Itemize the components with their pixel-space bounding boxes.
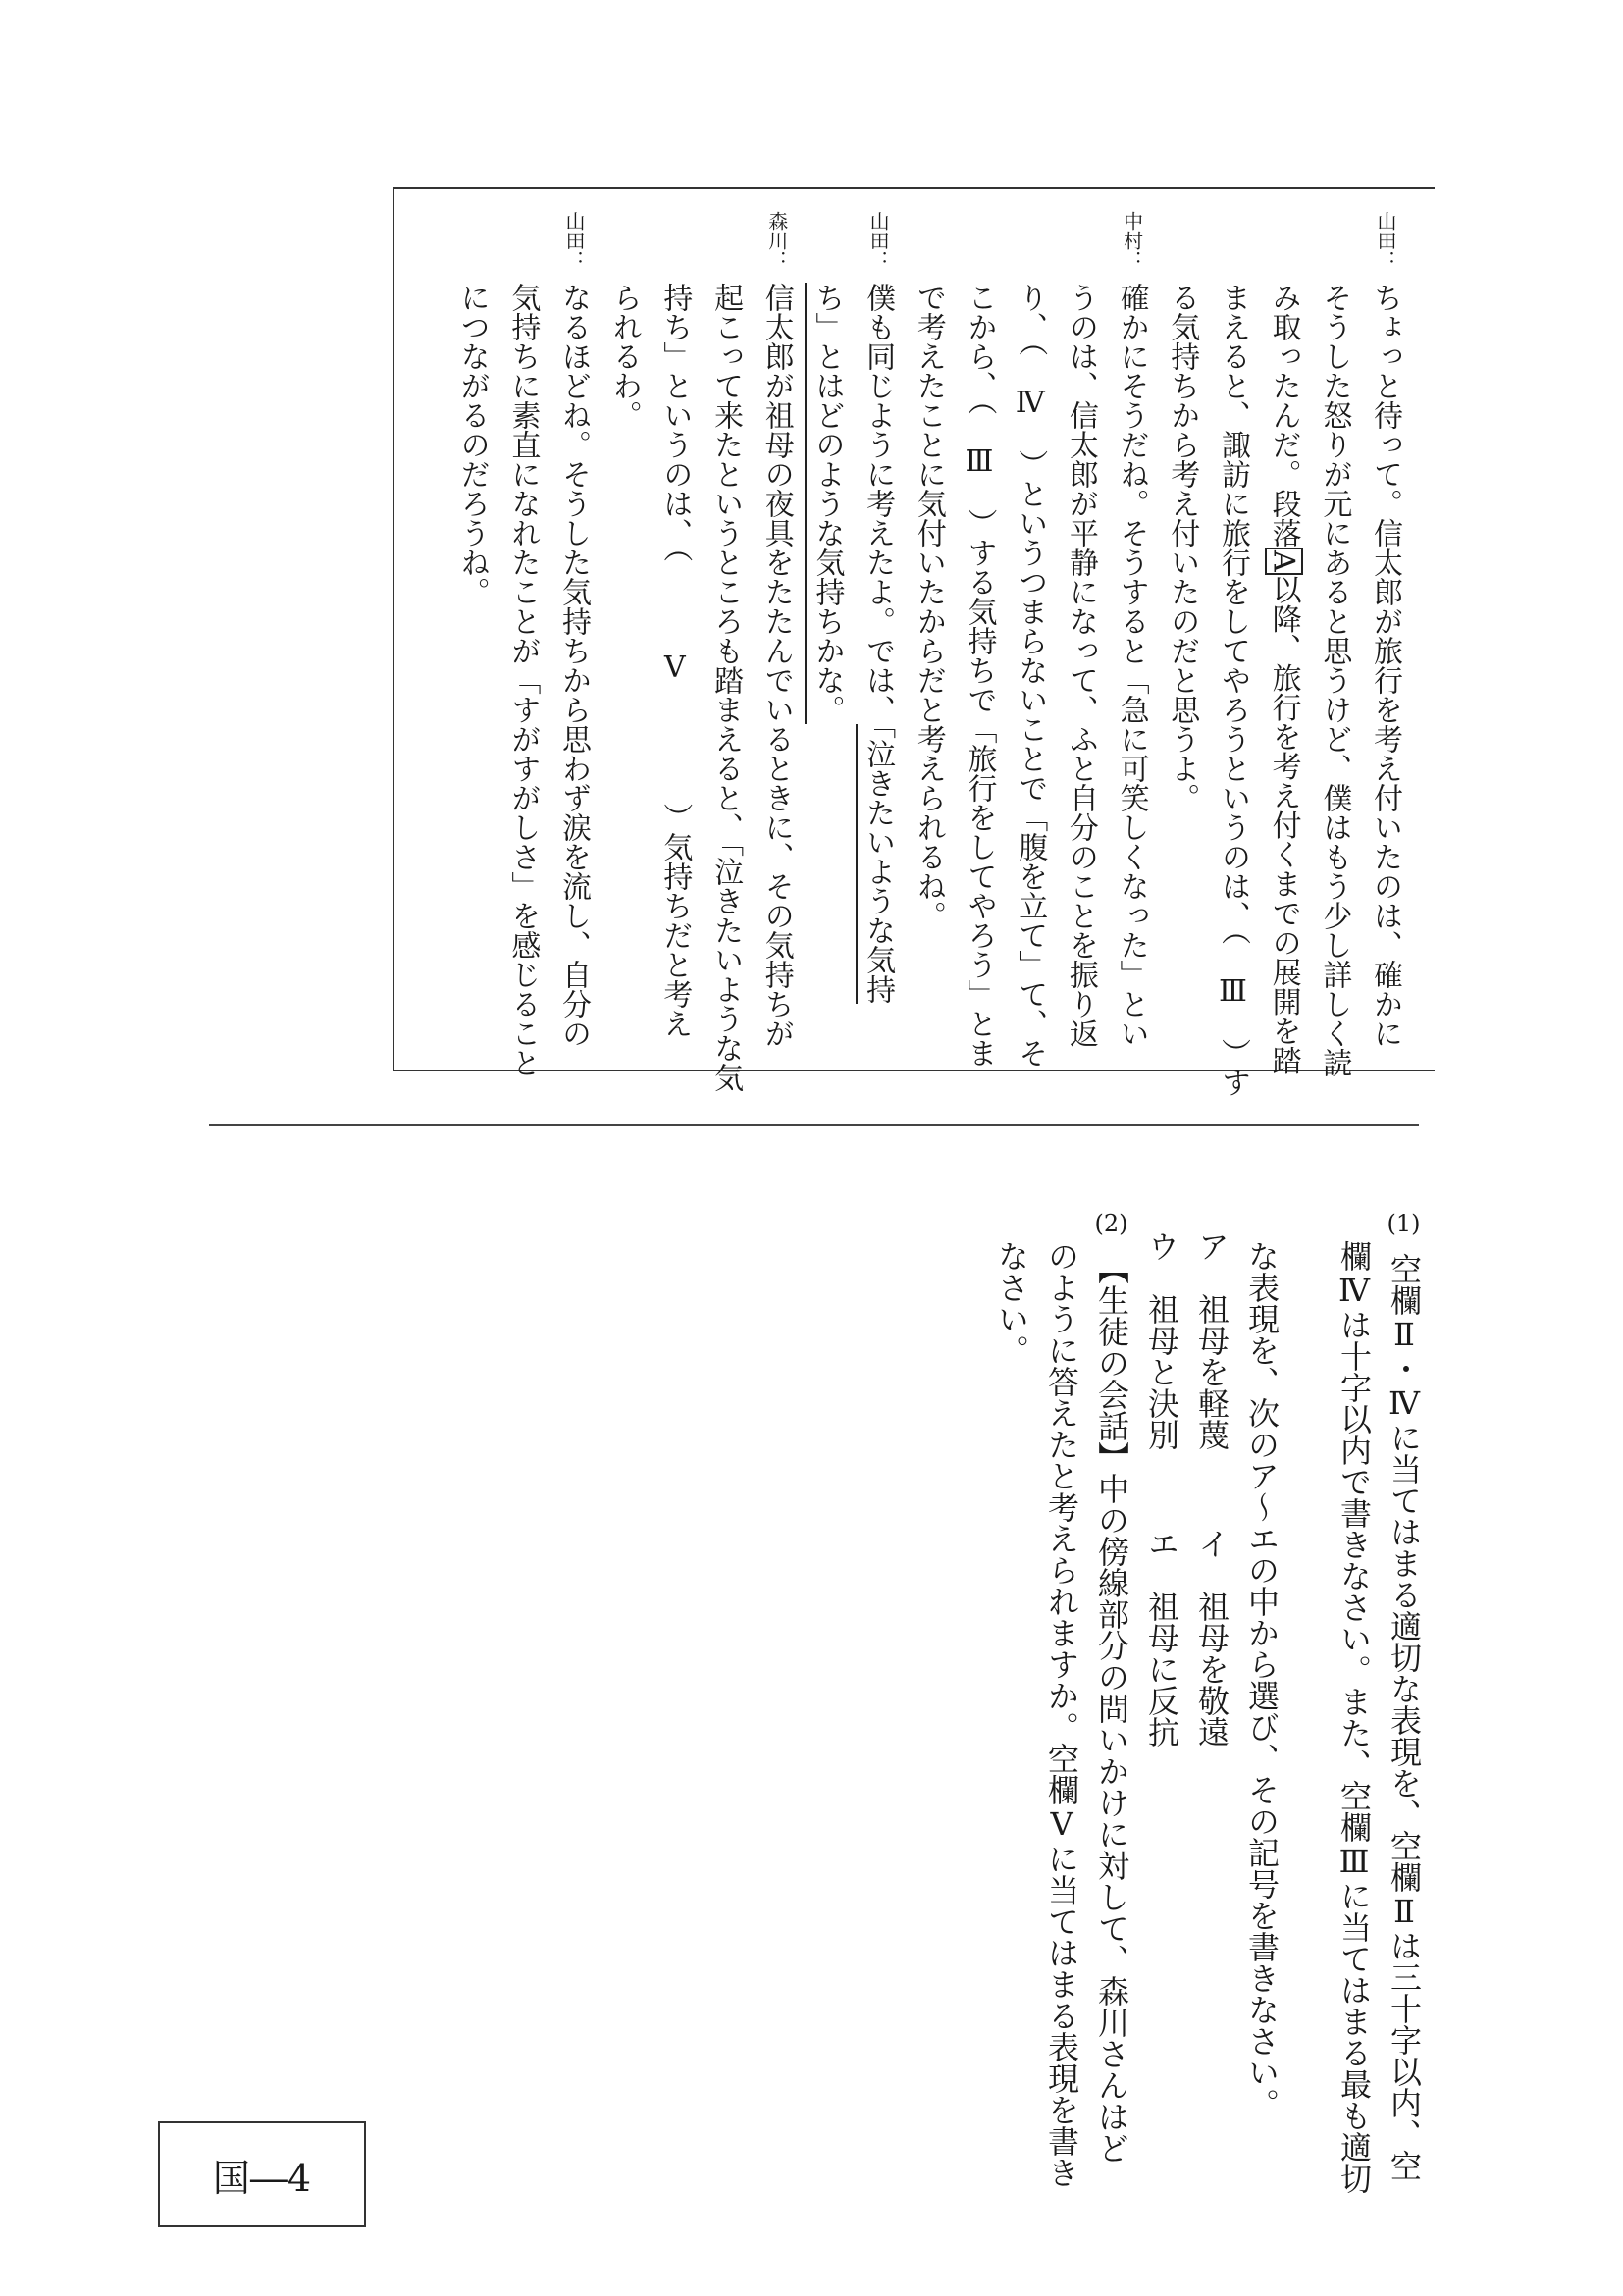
dialogue-line: [548, 211, 599, 1048]
speaker-name: 山田：: [562, 211, 586, 270]
dialogue-text: こから、（ Ⅲ ）する気持ちで「旅行をしてやろう」とま: [962, 283, 997, 1068]
spacer: [1143, 1559, 1180, 1591]
questions-section: [986, 1210, 1429, 2194]
dialogue-text: につながるのだろうね。: [454, 283, 490, 606]
choice-option: [1186, 1528, 1236, 1748]
choice-text: 祖母に反抗: [1143, 1591, 1180, 1748]
dialogue-line: [1106, 211, 1157, 1048]
choice-option: [1136, 1528, 1186, 1748]
question-line: [1379, 1210, 1429, 2194]
speaker-name: 山田：: [1374, 211, 1397, 270]
dialogue-line: [954, 211, 1005, 1068]
spacer: [1193, 1262, 1230, 1293]
sidelined-text: ち」とはどのような気持ちかな。: [805, 283, 844, 724]
question-text: 欄Ⅳは十字以内で書きなさい。また、空欄Ⅲに当てはまる最も適切: [1335, 1240, 1373, 2194]
sidelined-text: 「泣きたいような気持: [856, 724, 895, 1004]
dialogue-line: [1157, 211, 1208, 1045]
dialogue-text: そうした怒りが元にあると思うけど、僕はもう少し詳しく読: [1317, 283, 1352, 1077]
dialogue-text: 以降、旅行を考え付くまでの展開を踏: [1266, 574, 1301, 1075]
choice-option: [1186, 1230, 1236, 1450]
dialogue-text: られるわ。: [606, 283, 642, 430]
dialogue-line: [903, 211, 954, 1045]
dialogue-line: [446, 211, 497, 1045]
page-number: 国―4: [158, 2121, 366, 2227]
question-line: [1036, 1219, 1086, 2194]
question-number: (2): [1094, 1210, 1128, 1237]
dialogue-line: [497, 211, 549, 1077]
question-line: [1236, 1219, 1286, 2194]
dialogue-text: り、（ Ⅳ ）というつまらないことで「腹を立て」て、そ: [1013, 283, 1048, 1068]
dialogue-text: る気持ちから考え付いたのだと思うよ。: [1165, 283, 1200, 812]
question-text: のように答えたと考えられますか。空欄Ⅴに当てはまる表現を書き: [1043, 1240, 1080, 2188]
dialogue-line: [1309, 211, 1360, 1077]
dialogue-text: うのは、信太郎が平静になって、ふと自分のことを振り返: [1063, 283, 1098, 1048]
question-line: [1086, 1210, 1136, 2194]
dialogue-text: 起こって来たというところも踏まえると、「泣きたいような気: [708, 283, 744, 1092]
question-line: [986, 1219, 1036, 2194]
dialogue-text: 持ち」というのは、（ Ⅴ ）気持ちだと考え: [657, 283, 693, 1038]
question-text: 【生徒の会話】中の傍線部分の問いかけに対して、森川さんはど: [1093, 1253, 1130, 2164]
choice-mark: イ: [1193, 1528, 1230, 1559]
dialogue-text: ちょっと待って。信太郎が旅行を考え付いたのは、確かに: [1368, 283, 1402, 1048]
dialogue-line: [852, 211, 903, 1045]
choice-text: 祖母と決別: [1143, 1293, 1180, 1450]
choice-mark: エ: [1143, 1528, 1180, 1559]
choice-mark: ウ: [1143, 1230, 1180, 1262]
dialogue-line: [1055, 211, 1106, 1048]
choice-mark: ア: [1193, 1230, 1230, 1262]
dialogue-text: み取ったんだ。段落: [1266, 283, 1301, 548]
student-conversation: [446, 211, 1410, 1097]
dialogue-line: [1207, 211, 1258, 1097]
dialogue-line: [650, 211, 701, 1045]
dialogue-line: [1005, 211, 1056, 1068]
dialogue-text: で考えたことに気付いたからだと考えられるね。: [911, 283, 946, 930]
choice-option: [1136, 1230, 1186, 1450]
dialogue-line: [1359, 211, 1410, 1048]
speaker-name: 森川：: [764, 211, 789, 270]
choice-text: 祖母を軽蔑: [1193, 1293, 1230, 1450]
question-line: [1329, 1219, 1379, 2194]
dialogue-text: 気持ちに素直になれたことが「すがすがしさ」を感じること: [505, 283, 541, 1077]
dialogue-line: [802, 211, 853, 1045]
question-number: (1): [1387, 1210, 1421, 1237]
question-text: な表現を、次のア～エの中から選び、その記号を書きなさい。: [1243, 1240, 1281, 2119]
dialogue-line: [751, 211, 802, 1048]
spacer: [1143, 1262, 1180, 1293]
speaker-name: 山田：: [866, 211, 891, 270]
dialogue-line: [1258, 211, 1309, 1075]
dialogue-text: 信太郎が祖母の夜具をたたんでいるときに、その気持ちが: [759, 283, 794, 1048]
choice-text: 祖母を敬遠: [1193, 1591, 1230, 1748]
dialogue-text: 僕も同じように考えたよ。では、: [861, 283, 896, 724]
dialogue-line: [700, 211, 751, 1092]
question-text: 空欄Ⅱ・Ⅳに当てはまる適切な表現を、空欄Ⅱは三十字以内、空: [1386, 1253, 1423, 2181]
dialogue-text: なるほどね。そうした気持ちから思わず涙を流し、自分の: [556, 283, 591, 1048]
paragraph-marker-box: A: [1265, 548, 1303, 575]
dialogue-text: まえると、諏訪に旅行をしてやろうというのは、（ Ⅲ ）す: [1215, 283, 1250, 1097]
choice-row: [1136, 1219, 1186, 2062]
dialogue-line: [599, 211, 650, 1045]
choice-row: [1186, 1219, 1236, 2062]
spacer: [1193, 1559, 1230, 1591]
speaker-name: 中村：: [1120, 211, 1144, 270]
section-divider: [209, 1124, 1419, 1126]
dialogue-text: 確かにそうだね。そうすると「急に可笑しくなった」とい: [1114, 283, 1149, 1048]
question-text: なさい。: [993, 1240, 1030, 1366]
